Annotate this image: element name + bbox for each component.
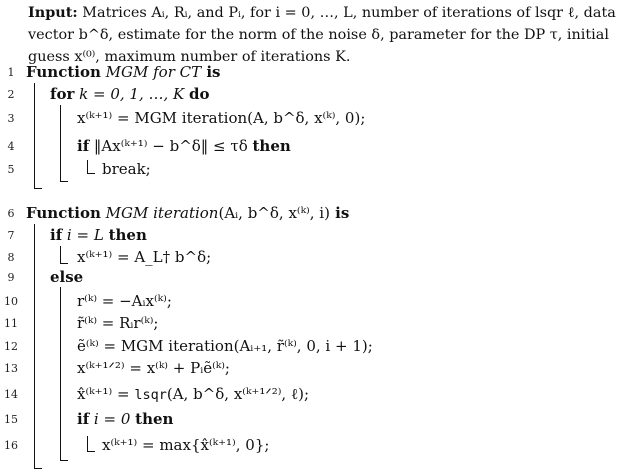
- line-number: 16: [4, 439, 18, 452]
- code-line-8: [77, 247, 211, 267]
- code-line-7: [50, 225, 147, 245]
- block-rule: [34, 188, 42, 189]
- block-rule: [60, 460, 68, 461]
- line-number: 4: [7, 140, 15, 153]
- code-line-12: [77, 336, 373, 356]
- code-text: x⁽ᵏ⁺¹⁾ = MGM iteration(A, b^δ, x⁽ᵏ⁾, 0);: [77, 109, 366, 127]
- keyword: then: [252, 137, 291, 155]
- code-line-9: [50, 267, 83, 287]
- code-line-14: [77, 384, 309, 405]
- keyword: Function: [26, 204, 101, 222]
- code-line-2: [50, 84, 210, 104]
- keyword: if: [77, 137, 90, 155]
- block-rule: [87, 436, 88, 452]
- code-line-3: [77, 108, 365, 128]
- keyword: for: [50, 85, 75, 103]
- function-name: MGM iteration: [105, 204, 219, 222]
- code-text: (A, b^δ, x⁽ᵏ⁺¹ᐟ²⁾, ℓ);: [166, 385, 310, 403]
- algorithm-input: [28, 2, 618, 68]
- code-text: ‖Ax⁽ᵏ⁺¹⁾ − b^δ‖ ≤ τδ: [89, 137, 253, 155]
- function-lsqr: lsqr: [134, 387, 167, 403]
- keyword: is: [329, 204, 350, 222]
- block-rule: [34, 83, 35, 189]
- code-text: ẽ⁽ᵏ⁾ = MGM iteration(Aᵢ₊₁, r̃⁽ᵏ⁾, 0, i + 1);: [77, 337, 373, 355]
- code-text: k = 0, 1, …, K: [74, 85, 190, 103]
- line-number: 5: [7, 163, 15, 176]
- code-text: r̃⁽ᵏ⁾ = Rᵢr⁽ᵏ⁾;: [77, 314, 159, 332]
- keyword: then: [135, 410, 174, 428]
- block-rule: [34, 224, 35, 469]
- block-rule: [60, 287, 61, 461]
- line-number: 1: [7, 66, 15, 79]
- code-text: x̂⁽ᵏ⁺¹⁾ =: [77, 385, 135, 403]
- line-number: 14: [4, 388, 18, 401]
- code-text: x⁽ᵏ⁺¹⁾ = A_L† b^δ;: [77, 248, 212, 266]
- line-number: 7: [7, 229, 15, 242]
- line-number: 15: [4, 413, 18, 426]
- keyword: if: [77, 410, 90, 428]
- line-number: 12: [4, 340, 18, 353]
- function-args: (Aᵢ, b^δ, x⁽ᵏ⁾, i): [218, 204, 330, 222]
- code-line-4: [77, 136, 291, 156]
- line-number: 2: [7, 88, 15, 101]
- line-number: 3: [7, 112, 15, 125]
- keyword: do: [189, 85, 210, 103]
- keyword: is: [201, 63, 221, 81]
- line-number: 6: [7, 207, 15, 220]
- line-number: 9: [7, 271, 15, 284]
- input-text: Matrices Aᵢ, Rᵢ, and Pᵢ, for i = 0, …, L, number of iterations of lsqr ℓ, data vector b^δ, estimate for the norm of the noise δ, parameter for the DP τ, initial guess x⁽⁰⁾, maximum number of iterations K.: [28, 5, 616, 65]
- keyword: if: [50, 226, 63, 244]
- code-text: i = L: [62, 226, 109, 244]
- input-label: Input:: [28, 4, 78, 21]
- code-line-16: [102, 435, 269, 455]
- code-text: x⁽ᵏ⁺¹ᐟ²⁾ = x⁽ᵏ⁾ + Pᵢẽ⁽ᵏ⁾;: [77, 359, 230, 377]
- line-number: 8: [7, 251, 15, 264]
- code-text: r⁽ᵏ⁾ = −Aᵢx⁽ᵏ⁾;: [77, 292, 172, 310]
- block-rule: [87, 451, 95, 452]
- code-text: break;: [102, 160, 151, 178]
- code-line-5: [102, 159, 151, 179]
- block-rule: [87, 173, 95, 174]
- block-rule: [34, 468, 42, 469]
- keyword: Function: [26, 63, 101, 81]
- line-number: 11: [4, 317, 18, 330]
- code-line-1: [26, 62, 221, 82]
- code-text: i = 0: [89, 410, 136, 428]
- block-rule: [87, 160, 88, 174]
- block-rule: [60, 263, 68, 264]
- code-line-13: [77, 358, 230, 378]
- block-rule: [60, 246, 61, 264]
- code-line-6: [26, 203, 349, 223]
- keyword: then: [108, 226, 147, 244]
- block-rule: [60, 181, 68, 182]
- keyword: else: [50, 268, 84, 286]
- function-name: MGM for CT: [105, 63, 202, 81]
- code-line-10: [77, 291, 172, 311]
- code-text: x⁽ᵏ⁺¹⁾ = max{x̂⁽ᵏ⁺¹⁾, 0};: [102, 436, 270, 454]
- line-number: 13: [4, 362, 18, 375]
- line-number: 10: [4, 295, 18, 308]
- block-rule: [60, 105, 61, 182]
- code-line-11: [77, 313, 159, 333]
- code-line-15: [77, 409, 173, 429]
